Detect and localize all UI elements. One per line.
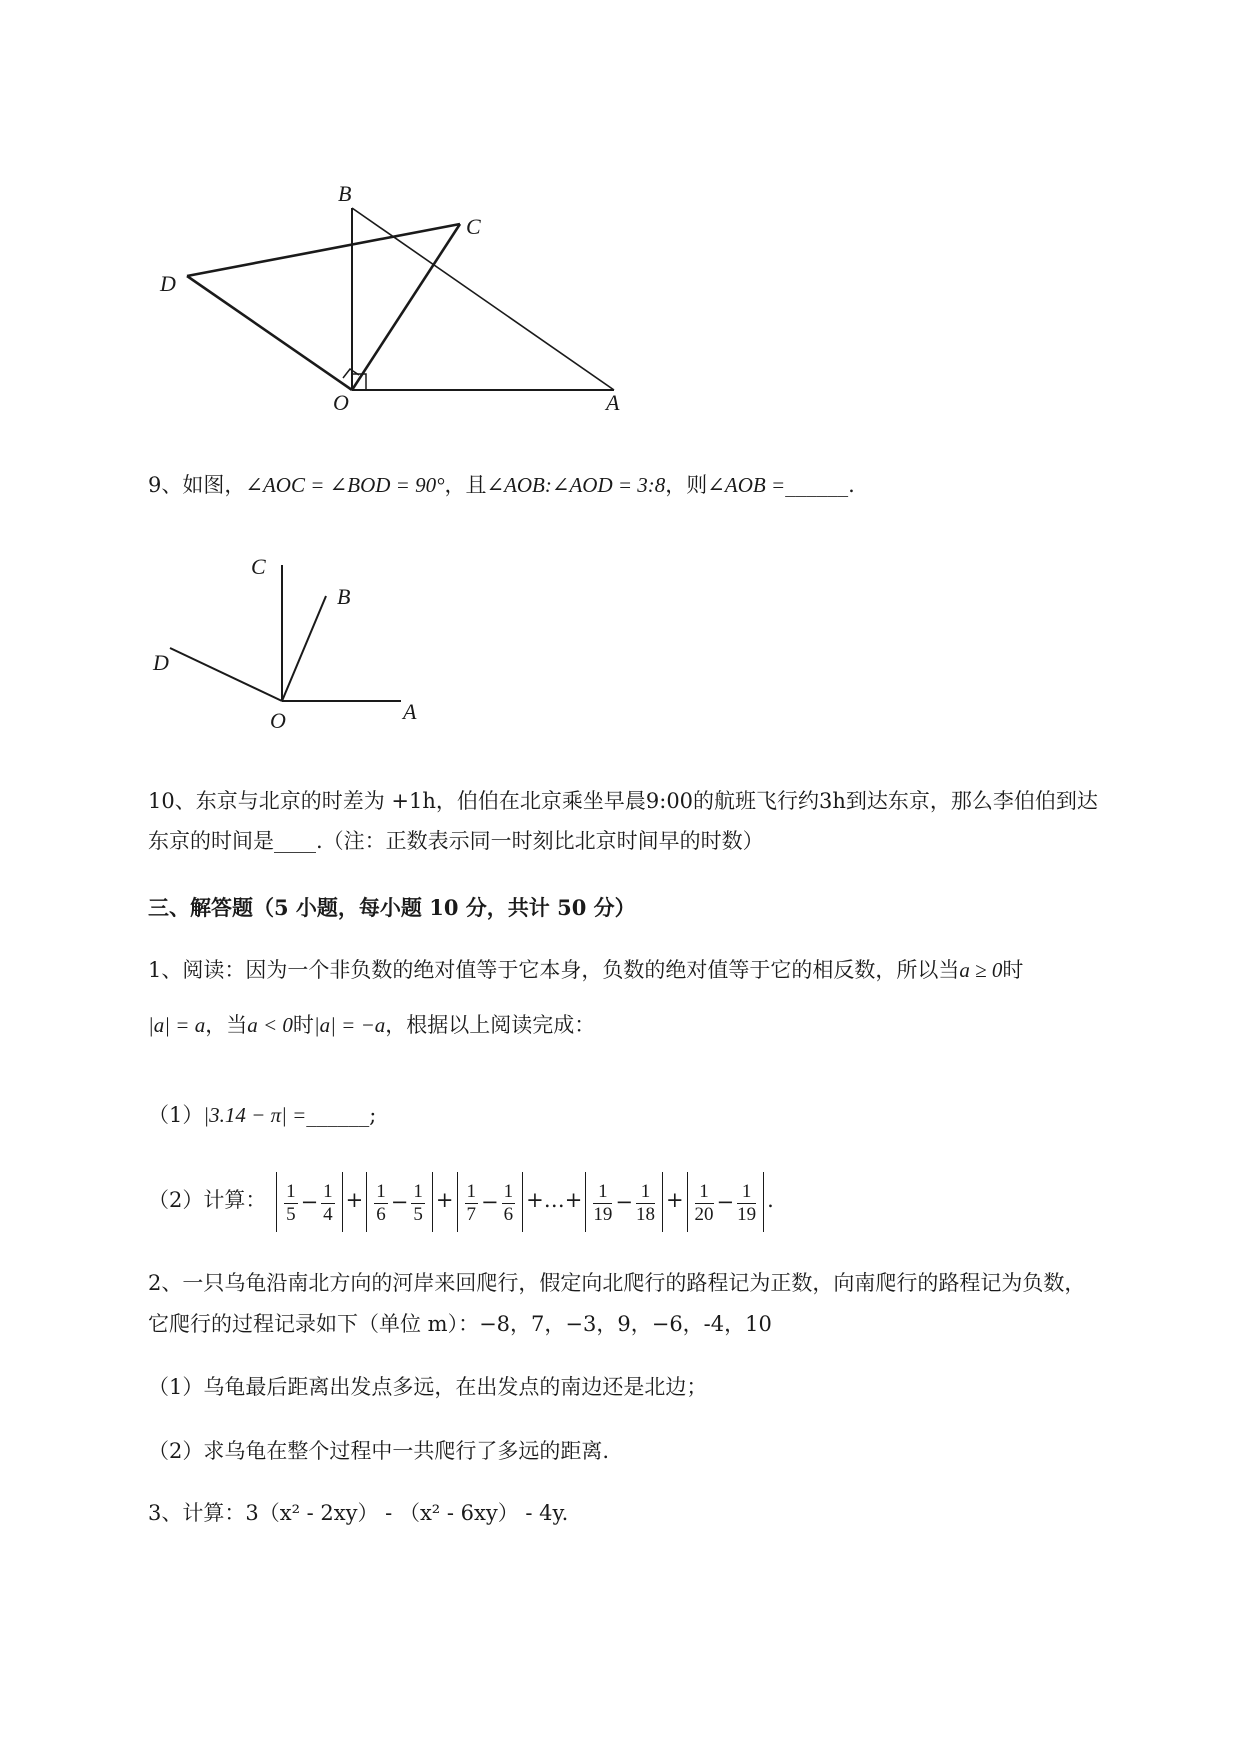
abs-term-4: $\frac{1}{19}$ − $\frac{1}{18}$ (585, 1172, 663, 1232)
segment-oc (352, 224, 460, 390)
q9-expr2: ∠AOB:∠AOD = 3:8 (486, 473, 666, 497)
q9-expr1: ∠AOC = ∠BOD = 90° (245, 473, 445, 497)
p1-line1-text: 1、阅读：因为一个非负数的绝对值等于它本身，负数的绝对值等于它的相反数，所以当 (148, 958, 960, 982)
q9-mid: ，且 (444, 473, 487, 497)
problem-2-sub-2: （2）求乌龟在整个过程中一共爬行了多远的距离. (148, 1439, 610, 1463)
q9-prefix: 如图， (182, 473, 246, 497)
p1-cond2: a < 0 (247, 1013, 293, 1037)
p1-cond1: a ≥ 0 (959, 958, 1003, 982)
right-angle-mark (352, 374, 366, 390)
abs-term-5: $\frac{1}{20}$ − $\frac{1}{19}$ (687, 1172, 765, 1232)
p1-dots: … (543, 1188, 565, 1212)
q9-blank: ______ (785, 473, 849, 497)
p1-sub1-end: ; (369, 1103, 377, 1127)
label-d: D (160, 271, 176, 296)
problem-2-line-2: 它爬行的过程记录如下（单位 m）：−8，7，−3，9，−6，-4，10 (148, 1312, 772, 1336)
p1-sub1-expr: |3.14 − π| = (203, 1103, 307, 1127)
p1-sub2-label: （2）计算： (148, 1188, 267, 1212)
p1-abs-neg: |a| = −a (313, 1013, 386, 1037)
segment-do (187, 276, 352, 390)
q9-number: 9、 (148, 473, 183, 497)
label-d2: D (153, 650, 169, 675)
q9-expr3: ∠AOB = (707, 473, 786, 497)
q9-mid2: ，则 (665, 473, 708, 497)
label-b: B (338, 181, 352, 206)
p1-line2-mid: ，当 (205, 1013, 248, 1037)
problem-1-line-2 (148, 1010, 595, 1040)
label-c: C (466, 214, 481, 239)
q9-end: . (848, 473, 855, 497)
p1-line1-end: 时 (1002, 958, 1024, 982)
problem-2-sub-1: （1）乌龟最后距离出发点多远，在出发点的南边还是北边； (148, 1375, 708, 1399)
question-10-line-1: 10、东京与北京的时差为 +1h，伯伯在北京乘坐早晨9:00的航班飞行约3h到达东京，那么李伯伯到达 (148, 789, 1098, 813)
problem-1-line-1 (148, 955, 1023, 985)
problem-2-line-1: 2、一只乌龟沿南北方向的河岸来回爬行，假定向北爬行的路程记为正数，向南爬行的路程记为负数， (148, 1271, 1086, 1295)
figure-1-lines (187, 208, 614, 390)
segment-dc (187, 224, 460, 276)
problem-3: 3、计算：3（x² - 2xy） - （x² - 6xy） - 4y. (148, 1501, 569, 1525)
p1-sub1-blank: ______ (306, 1103, 370, 1127)
label-a: A (606, 390, 620, 415)
problem-1-sub-1 (148, 1100, 376, 1130)
segment-ba (352, 208, 614, 390)
right-angle-mark-2 (343, 369, 359, 378)
label-b2: B (337, 584, 351, 609)
label-o: O (333, 390, 349, 415)
ray-ob (282, 596, 326, 701)
abs-term-3: $\frac{1}{7}$ − $\frac{1}{6}$ (457, 1172, 524, 1232)
question-9 (148, 470, 855, 500)
p1-sub1-label: （1） (148, 1103, 204, 1127)
p1-abs-a: |a| = a (148, 1013, 206, 1037)
p1-line2-mid2: 时 (292, 1013, 314, 1037)
problem-1-sub-2: （2）计算： $\frac{1}{5}$ − $\frac{1}{4}$ + $\frac{1}{6}$ − $\frac{1}{5}$ + $\frac{1}{7}$ − $\frac{1}{6}$ +…+ $\frac{1}{19}$ − $\frac{1}{18}$ + $\frac{1}{20}$ − $\frac{1}{19}$ . (148, 1170, 774, 1232)
abs-term-1: $\frac{1}{5}$ − $\frac{1}{4}$ (276, 1172, 343, 1232)
abs-term-2: $\frac{1}{6}$ − $\frac{1}{5}$ (366, 1172, 433, 1232)
p1-line2-end: ，根据以上阅读完成： (385, 1013, 596, 1037)
p1-sub2-end: . (767, 1188, 774, 1212)
label-o2: O (270, 708, 286, 733)
ray-od (170, 648, 282, 701)
label-c2: C (251, 554, 266, 579)
figure-2-lines (170, 565, 401, 701)
question-10-line-2: 东京的时间是____.（注：正数表示同一时刻比北京时间早的时数） (148, 829, 764, 853)
section-3-title: 三、解答题（5 小题，每小题 10 分，共计 50 分） (148, 895, 636, 920)
label-a2: A (403, 699, 417, 724)
